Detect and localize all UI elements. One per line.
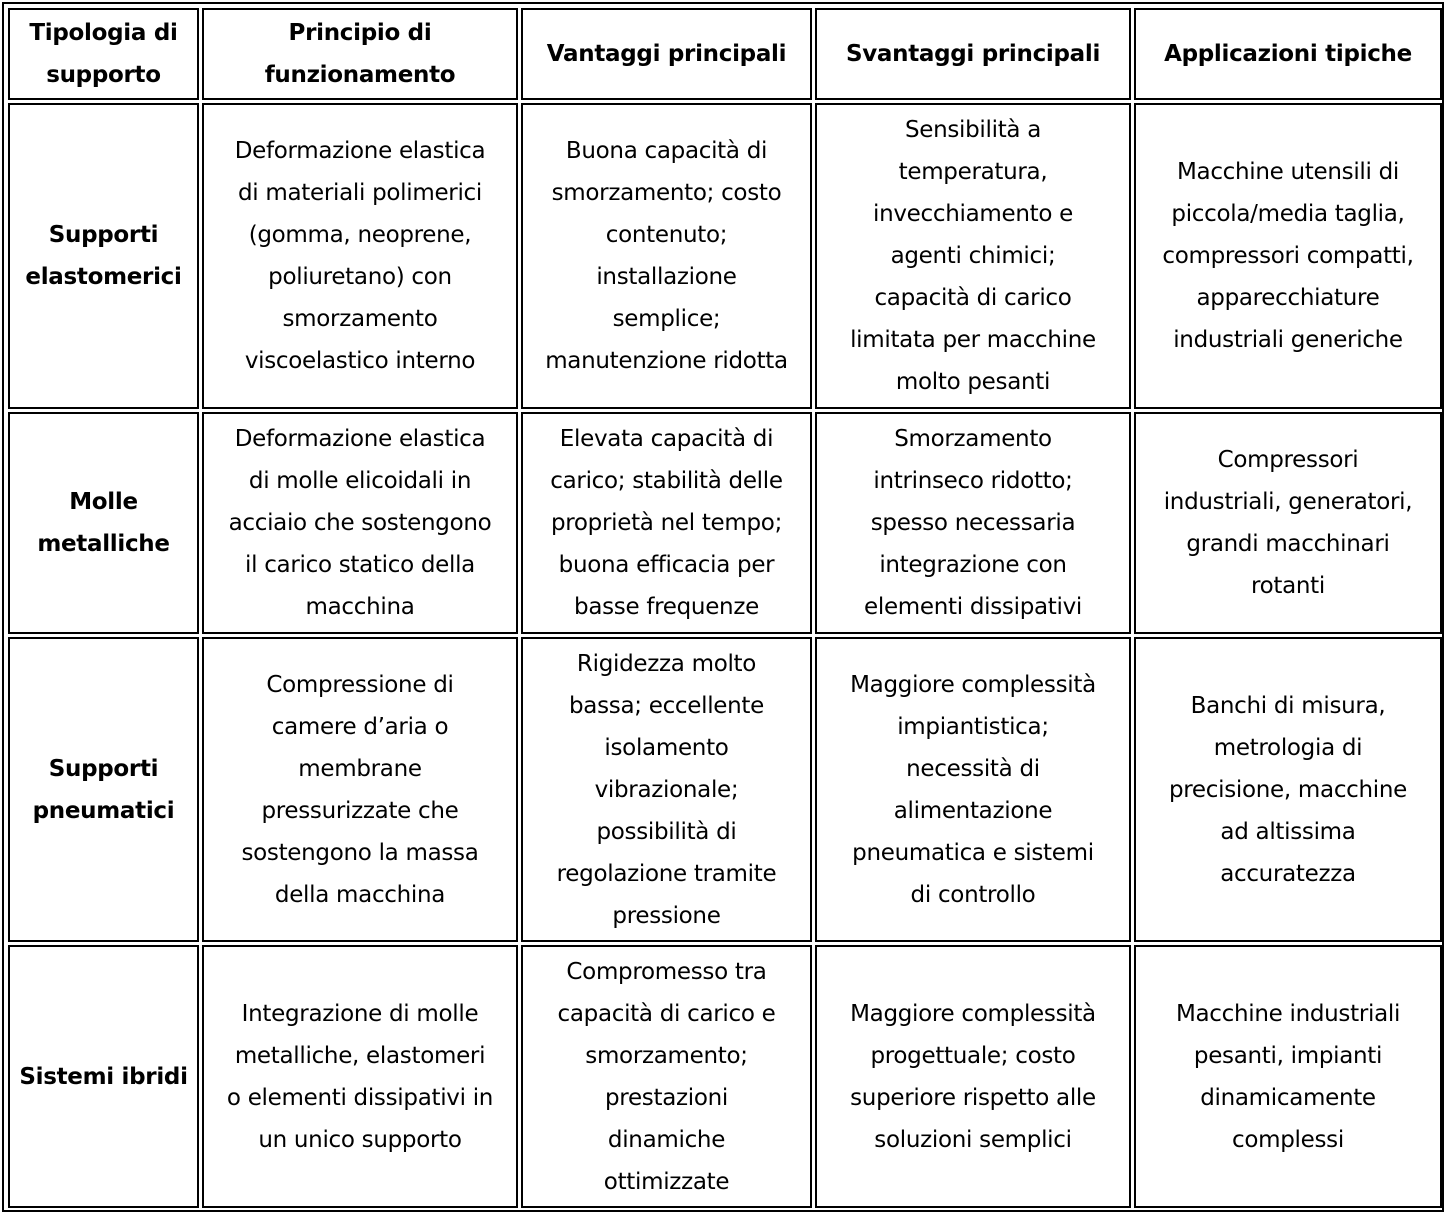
text-line: funzionamento xyxy=(264,62,456,88)
text-line: pressione xyxy=(612,902,721,929)
text-line: un unico supporto xyxy=(258,1126,462,1153)
text-line: proprietà nel tempo; xyxy=(550,510,783,536)
table-cell-principio xyxy=(202,412,518,634)
text-line: apparecchiature xyxy=(1196,285,1380,311)
text-line: smorzamento; costo xyxy=(551,180,782,206)
table-cell-vantaggi xyxy=(521,945,812,1208)
text-line: possibilità di xyxy=(596,818,737,845)
text-line: Supporti xyxy=(48,755,159,782)
cell-text xyxy=(547,33,786,75)
text-line: della macchina xyxy=(274,881,446,908)
text-line: acciaio che sostengono xyxy=(228,510,492,536)
text-line: impiantistica; xyxy=(897,713,1049,740)
text-line: installazione xyxy=(596,264,737,290)
cell-text xyxy=(25,214,181,298)
text-line: invecchiamento e xyxy=(873,201,1073,227)
text-line: metrologia di xyxy=(1213,734,1363,761)
cell-text xyxy=(1169,685,1407,895)
text-line: basse frequenze xyxy=(574,594,759,620)
text-line: buona efficacia per xyxy=(558,552,775,578)
text-line: Maggiore complessità xyxy=(850,671,1096,698)
text-line: Buona capacità di xyxy=(565,138,768,164)
table-cell-vantaggi xyxy=(521,103,812,409)
text-line: metalliche xyxy=(37,531,170,557)
text-line: Rigidezza molto xyxy=(576,650,757,677)
table-cell-principio xyxy=(202,637,518,942)
text-line: Banchi di misura, xyxy=(1190,692,1386,719)
text-line: macchina xyxy=(305,594,415,620)
text-line: contenuto; xyxy=(605,222,728,248)
text-line: grandi macchinari xyxy=(1186,531,1390,557)
table-cell-applicazioni xyxy=(1134,945,1442,1208)
cell-text xyxy=(1162,151,1413,361)
cell-text xyxy=(241,664,478,916)
text-line: Deformazione elastica xyxy=(234,426,486,452)
text-line: Elevata capacità di xyxy=(559,426,774,452)
row-header-cell xyxy=(8,103,199,409)
text-line: Tipologia di xyxy=(29,20,178,46)
text-line: agenti chimici; xyxy=(890,243,1056,269)
text-line: Macchine utensili di xyxy=(1176,159,1399,185)
text-line: industriali, generatori, xyxy=(1163,489,1413,515)
text-line: limitata per macchine xyxy=(850,327,1096,353)
text-line: Svantaggi principali xyxy=(845,41,1101,67)
text-line: ottimizzate xyxy=(603,1168,730,1195)
text-line: di materiali polimerici xyxy=(238,180,482,206)
text-line: capacità di carico xyxy=(874,285,1072,311)
text-line: accuratezza xyxy=(1220,860,1356,887)
cell-text xyxy=(850,109,1096,403)
text-line: Smorzamento xyxy=(894,426,1052,452)
table-cell-svantaggi xyxy=(815,412,1131,634)
table-cell-vantaggi xyxy=(521,637,812,942)
text-line: regolazione tramite xyxy=(556,860,777,887)
text-line: Sensibilità a xyxy=(904,117,1042,143)
text-line: compressori compatti, xyxy=(1162,243,1414,269)
text-line: metalliche, elastomeri xyxy=(234,1042,486,1069)
cell-text xyxy=(1164,33,1412,75)
text-line: necessità di xyxy=(906,755,1040,782)
text-line: Principio di xyxy=(288,20,432,46)
cell-text xyxy=(545,130,788,382)
table-cell-applicazioni xyxy=(1134,637,1442,942)
cell-text xyxy=(850,664,1096,916)
text-line: prestazioni xyxy=(605,1084,728,1111)
text-line: progettuale; costo xyxy=(870,1042,1076,1069)
text-line: soluzioni semplici xyxy=(874,1126,1072,1153)
text-line: industriali generiche xyxy=(1173,327,1403,353)
text-line: Compressione di xyxy=(266,671,454,698)
row-header-cell xyxy=(8,945,199,1208)
text-line: di controllo xyxy=(910,881,1036,908)
text-line: dinamiche xyxy=(607,1126,726,1153)
cell-text xyxy=(235,130,486,382)
cell-text xyxy=(557,643,777,937)
table-cell-svantaggi xyxy=(815,103,1131,409)
text-line: spesso necessaria xyxy=(870,510,1076,536)
cell-text xyxy=(550,418,782,628)
text-line: smorzamento xyxy=(282,306,438,332)
text-line: capacità di carico e xyxy=(557,1000,776,1027)
text-line: molto pesanti xyxy=(895,369,1051,395)
text-line: Deformazione elastica xyxy=(234,138,486,164)
text-line: il carico statico della xyxy=(245,552,475,578)
text-line: vibrazionale; xyxy=(594,776,739,803)
table-cell-applicazioni xyxy=(1134,103,1442,409)
cell-text xyxy=(846,33,1100,75)
text-line: Compromesso tra xyxy=(566,958,767,985)
text-line: piccola/media taglia, xyxy=(1171,201,1405,227)
header-cell-tipologia xyxy=(8,8,199,100)
text-line: Compressori xyxy=(1217,447,1359,473)
header-cell-vantaggi xyxy=(521,8,812,100)
text-line: Maggiore complessità xyxy=(850,1000,1096,1027)
text-line: Sistemi ibridi xyxy=(19,1063,188,1090)
cell-text xyxy=(33,748,175,832)
text-line: elementi dissipativi xyxy=(864,594,1082,620)
text-line: pneumatici xyxy=(32,797,175,824)
table-cell-principio xyxy=(202,945,518,1208)
cell-text xyxy=(29,12,177,96)
cell-text xyxy=(864,418,1082,628)
text-line: supporto xyxy=(46,62,161,88)
text-line: dinamicamente xyxy=(1200,1084,1376,1111)
text-line: rotanti xyxy=(1250,573,1325,599)
text-line: superiore rispetto alle xyxy=(850,1084,1096,1111)
table-cell-applicazioni xyxy=(1134,412,1442,634)
cell-text xyxy=(1164,439,1413,607)
table-cell-svantaggi xyxy=(815,945,1131,1208)
text-line: viscoelastico interno xyxy=(244,348,476,374)
cell-text xyxy=(1176,993,1400,1161)
cell-text xyxy=(850,993,1096,1161)
cell-text xyxy=(265,12,456,96)
text-line: poliuretano) con xyxy=(268,264,452,290)
cell-text xyxy=(37,481,169,565)
header-cell-applicazioni xyxy=(1134,8,1442,100)
text-line: Molle xyxy=(69,489,138,515)
row-header-cell xyxy=(8,637,199,942)
text-line: Applicazioni tipiche xyxy=(1164,41,1412,67)
text-line: pesanti, impianti xyxy=(1193,1042,1383,1069)
text-line: o elementi dissipativi in xyxy=(226,1084,494,1111)
text-line: integrazione con xyxy=(879,552,1067,578)
text-line: pneumatica e sistemi xyxy=(852,839,1094,866)
text-line: alimentazione xyxy=(893,797,1053,824)
text-line: ad altissima xyxy=(1220,818,1356,845)
text-line: intrinseco ridotto; xyxy=(873,468,1073,494)
text-line: elastomerici xyxy=(25,264,182,290)
text-line: bassa; eccellente xyxy=(569,692,764,719)
text-line: Vantaggi principali xyxy=(546,41,787,67)
text-line: di molle elicoidali in xyxy=(248,468,472,494)
row-header-cell xyxy=(8,412,199,634)
text-line: temperatura, xyxy=(898,159,1048,185)
cell-text xyxy=(19,1056,187,1098)
cell-text xyxy=(229,418,492,628)
table-cell-vantaggi xyxy=(521,412,812,634)
text-line: sostengono la massa xyxy=(241,839,479,866)
cell-text xyxy=(558,951,776,1203)
text-line: carico; stabilità delle xyxy=(550,468,783,494)
text-line: (gomma, neoprene, xyxy=(248,222,472,248)
text-line: membrane xyxy=(298,755,422,782)
table-cell-svantaggi xyxy=(815,637,1131,942)
text-line: semplice; xyxy=(612,306,721,332)
header-cell-svantaggi xyxy=(815,8,1131,100)
text-line: Supporti xyxy=(48,222,159,248)
text-line: Integrazione di molle xyxy=(241,1000,479,1027)
text-line: precisione, macchine xyxy=(1168,776,1408,803)
text-line: pressurizzate che xyxy=(261,797,459,824)
text-line: isolamento xyxy=(604,734,729,761)
cell-text xyxy=(227,993,493,1161)
text-line: complessi xyxy=(1232,1126,1344,1153)
table-cell-principio xyxy=(202,103,518,409)
text-line: camere d’aria o xyxy=(271,713,449,740)
header-cell-principio xyxy=(202,8,518,100)
text-line: smorzamento; xyxy=(585,1042,748,1069)
text-line: Macchine industriali xyxy=(1175,1000,1401,1027)
text-line: manutenzione ridotta xyxy=(545,348,788,374)
